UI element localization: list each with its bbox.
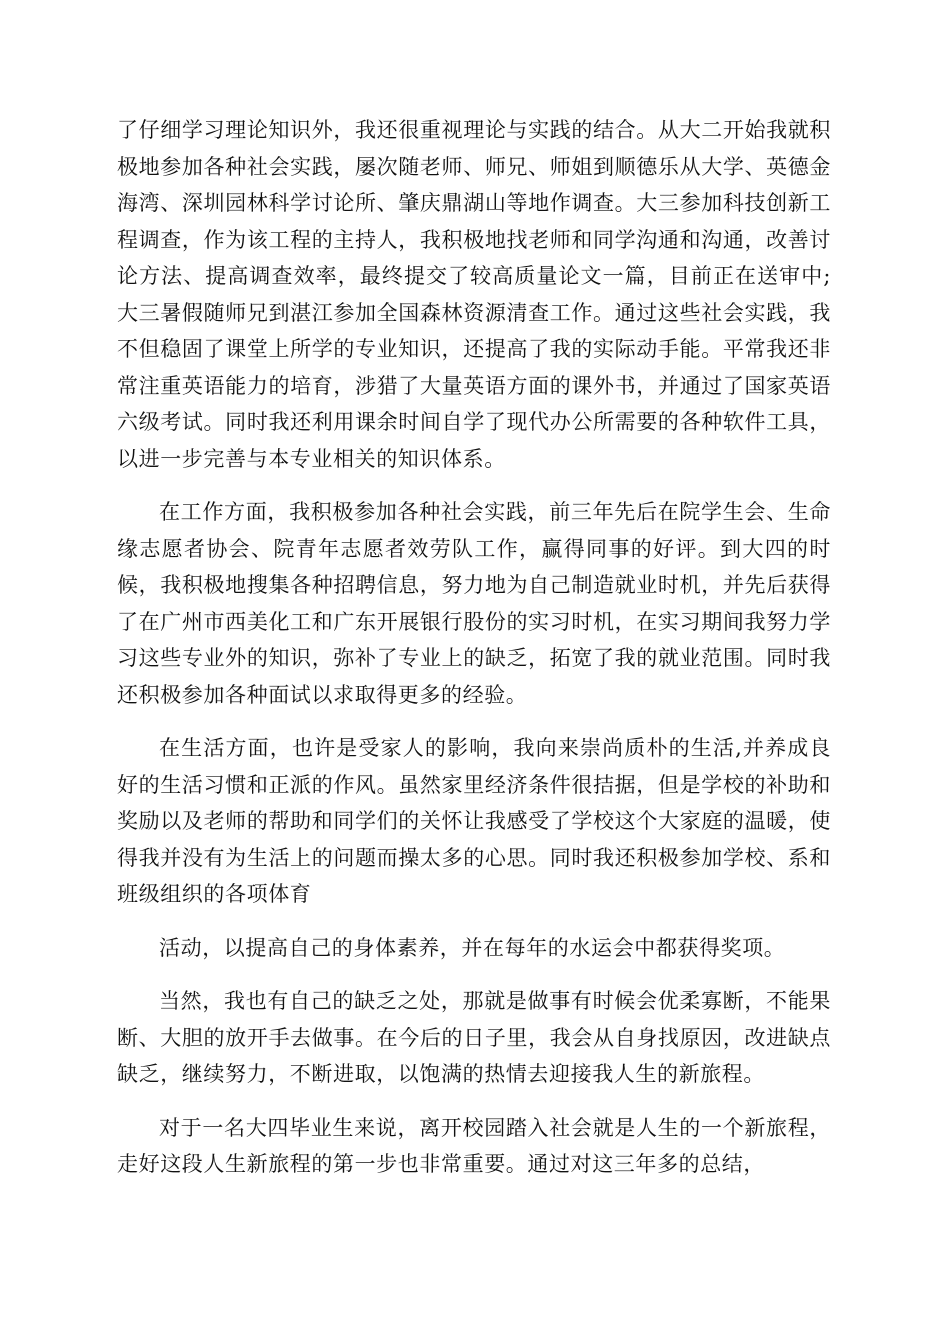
document-body <box>117 112 831 1200</box>
paragraph-life: 在生活方面，也许是受家人的影响，我向来崇尚质朴的生活,并养成良好的生活习惯和正派的作风。虽然家里经济条件很拮据，但是学校的补助和奖励以及老师的帮助和同学们的关怀让我感受了学校这个大家庭的温暖，使得我并没有为生活上的问题而操太多的心思。同时我还积极参加学校、系和班级组织的各项体育 <box>117 736 831 906</box>
paragraph-study-practice: 了仔细学习理论知识外，我还很重视理论与实践的结合。从大二开始我就积极地参加各种社会实践，屡次随老师、师兄、师姐到顺德乐从大学、英德金海湾、深圳园林科学讨论所、肇庆鼎湖山等地作调查。大三参加科技创新工程调查，作为该工程的主持人，我积极地找老师和同学沟通和沟通，改善讨论方法、提高调查效率，最终提交了较高质量论文一篇，目前正在送审中;大三暑假随师兄到湛江参加全国森林资源清查工作。通过这些社会实践，我不但稳固了课堂上所学的专业知识，还提高了我的实际动手能。平常我还非常注重英语能力的培育，涉猎了大量英语方面的课外书，并通过了国家英语六级考试。同时我还利用课余时间自学了现代办公所需要的各种软件工具，以进一步完善与本专业相关的知识体系。 <box>117 118 831 471</box>
paragraph-shortcomings: 当然，我也有自己的缺乏之处，那就是做事有时候会优柔寡断，不能果断、大胆的放开手去做事。在今后的日子里，我会从自身找原因，改进缺点缺乏，继续努力，不断进取，以饱满的热情去迎接我人生的新旅程。 <box>117 989 831 1086</box>
paragraph-sports: 活动，以提高自己的身体素养，并在每年的水运会中都获得奖项。 <box>159 935 786 960</box>
paragraph-graduate: 对于一名大四毕业生来说，离开校园踏入社会就是人生的一个新旅程，走好这段人生新旅程的第一步也非常重要。通过对这三年多的总结， <box>117 1115 831 1176</box>
paragraph-work: 在工作方面，我积极参加各种社会实践，前三年先后在院学生会、生命缘志愿者协会、院青年志愿者效劳队工作，赢得同事的好评。到大四的时候，我积极地搜集各种招聘信息，努力地为自己制造就业时机，并先后获得了在广州市西美化工和广东开展银行股份的实习时机，在实习期间我努力学习这些专业外的知识，弥补了专业上的缺乏，拓宽了我的就业范围。同时我还积极参加各种面试以求取得更多的经验。 <box>117 500 831 707</box>
